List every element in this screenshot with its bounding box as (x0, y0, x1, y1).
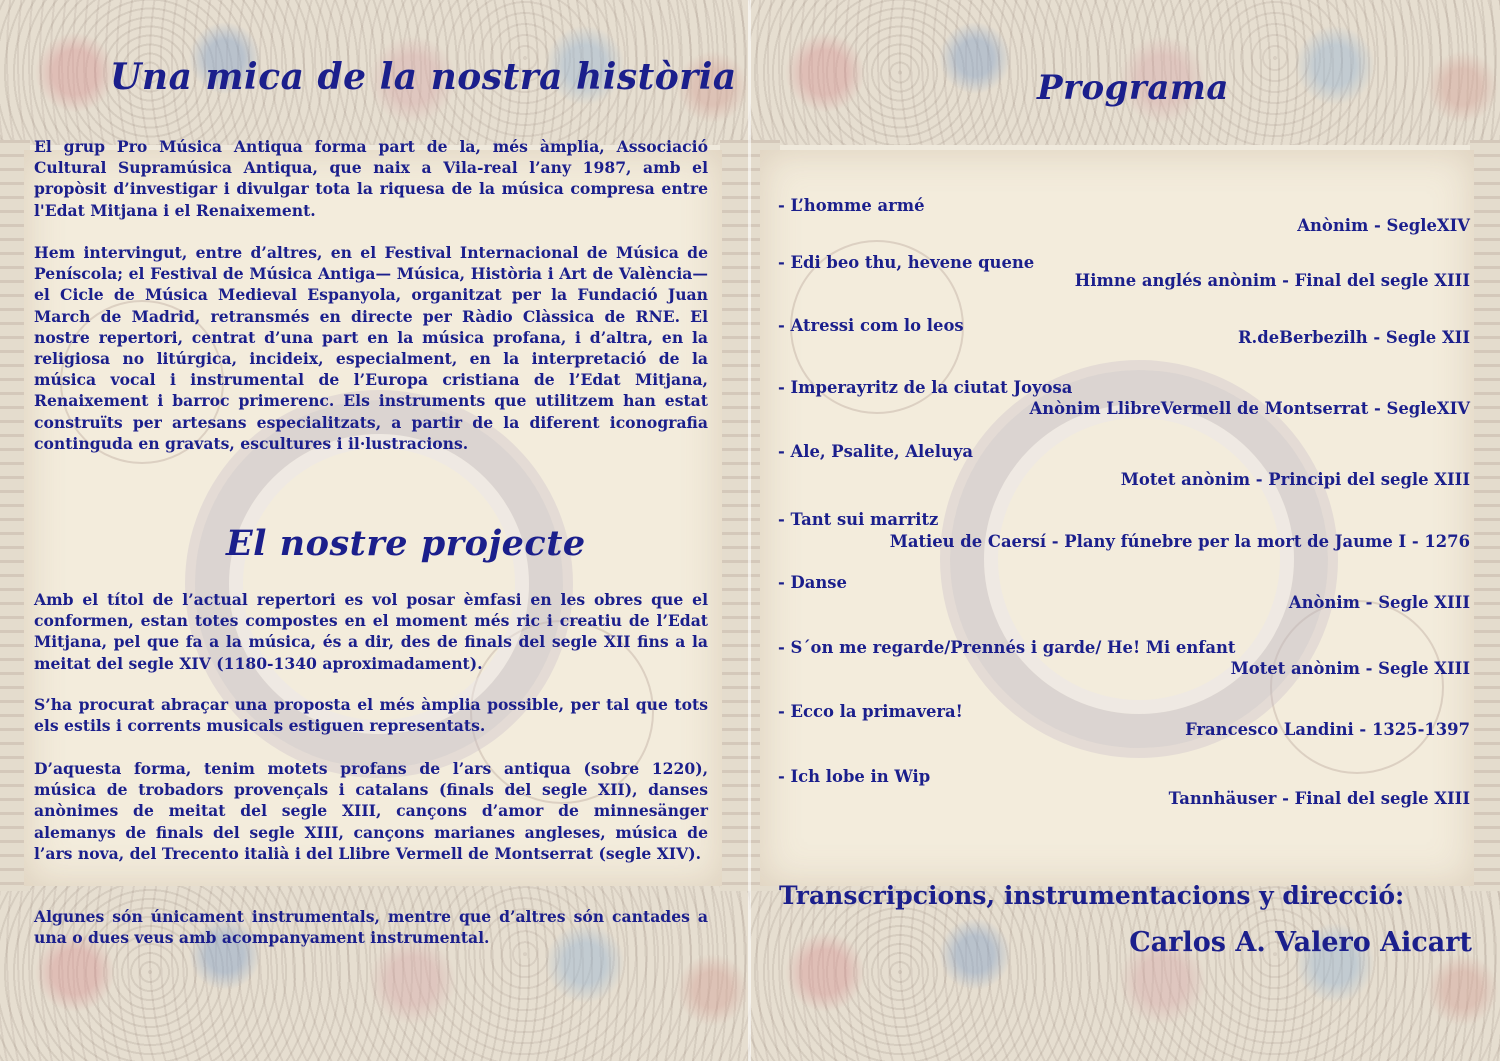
program-item-author: Anònim - Segle XIII (1288, 593, 1470, 612)
history-paragraph: Hem intervingut, entre d’altres, en el Festival Internacional de Música de Peníscola; el Festival de Música Antiga— Música, Història i Art de València— el Cicle de Música Medieval Espanyola, organitzat per la Fundació Juan March de Madrid, retransmés en directe per Ràdio Clàssica de RNE. El nostre repertori, centrat d’una part en la música profana, i d’altra, en la religiosa no litúrgica, incideix, especialment, en la interpretació de la música vocal i instrumental de l’Europa cristiana de l’Edat Mitjana, Renaixement i barroc primerenc. Els instruments que utilitzem han estat construïts per artesans especialitzats, a partir de la diferent iconografia continguda en gravats, escultures i il·lustracions. (34, 243, 708, 453)
program-item-author: Anònim LlibreVermell de Montserrat - SegleXIV (1029, 399, 1470, 418)
program-item-title: - Imperayritz de la ciutat Joyosa (778, 378, 1073, 397)
program-item-title: - Ich lobe in Wip (778, 767, 931, 786)
program-item-title: - S´on me regarde/Prennés i garde/ He! Mi enfant (778, 638, 1236, 657)
program-item-author: Motet anònim - Principi del segle XIII (1120, 470, 1470, 489)
project-paragraph: D’aquesta forma, tenim motets profans de l’ars antiqua (sobre 1220), música de trobadors provençals i catalans (finals del segle XII), danses anònimes de meitat del segle XIII, cançons d’amor de minnesänger alemanys de finals del segle XIII, cançons marianes angleses, música de l’ars nova, del Trecento italià i del Llibre Vermell de Montserrat (segle XIV). (34, 759, 708, 863)
program-item-title: - Edi beo thu, hevene quene (778, 253, 1035, 272)
program-heading: Programa (1037, 68, 1229, 108)
program-item-author: Tannhäuser - Final del segle XIII (1168, 789, 1470, 808)
project-paragraph: Algunes són únicament instrumentals, mentre que d’altres són cantades a una o dues veus amb acompanyament instrumental. (34, 907, 708, 948)
project-paragraph: Amb el títol de l’actual repertori es vol posar èmfasi en les obres que el conformen, estan totes compostes en el moment més ric i creatiu de l’Edat Mitjana, pel que fa a la música, és a dir, des de finals del segle XII fins a la meitat del segle XIV (1180-1340 aproximadament). (34, 590, 708, 673)
page-fold (748, 0, 751, 1061)
program-item-title: - Danse (778, 573, 847, 592)
program-item-title: - Tant sui marritz (778, 510, 939, 529)
credits-name: Carlos A. Valero Aicart (1129, 927, 1472, 958)
program-item-title: - L’homme armé (778, 196, 925, 215)
history-heading: Una mica de la nostra història (110, 56, 737, 98)
project-paragraph: S’ha procurat abraçar una proposta el més àmplia possible, per tal que tots els estils i corrents musicals estiguen representats. (34, 695, 708, 736)
ornamental-border-right (720, 140, 750, 891)
program-item-author: Matieu de Caersí - Plany fúnebre per la mort de Jaume I - 1276 (889, 532, 1470, 551)
ornamental-border-right (1470, 140, 1500, 891)
project-heading: El nostre projecte (226, 523, 586, 564)
program-item-title: - Ale, Psalite, Aleluya (778, 442, 973, 461)
program-item-title: - Ecco la primavera! (778, 702, 963, 721)
program-item-author: Francesco Landini - 1325-1397 (1185, 720, 1470, 739)
credits-label: Transcripcions, instrumentacions y direcció: (779, 881, 1405, 910)
pro-musica-antiqua-watermark-logo (950, 370, 1328, 748)
program-item-author: R.deBerbezilh - Segle XII (1237, 328, 1470, 347)
program-item-author: Himne anglés anònim - Final del segle XIII (1074, 271, 1470, 290)
program-item-author: Anònim - SegleXIV (1297, 216, 1470, 235)
history-paragraph: El grup Pro Música Antiqua forma part de la, més àmplia, Associació Cultural Supramúsica Antiqua, que naix a Vila-real l’any 1987, amb el propòsit d’investigar i divulgar tota la riquesa de la música compresa entre l'Edat Mitjana i el Renaixement. (34, 137, 708, 220)
program-item-title: - Atressi com lo leos (778, 316, 964, 335)
program-item-author: Motet anònim - Segle XIII (1230, 659, 1470, 678)
